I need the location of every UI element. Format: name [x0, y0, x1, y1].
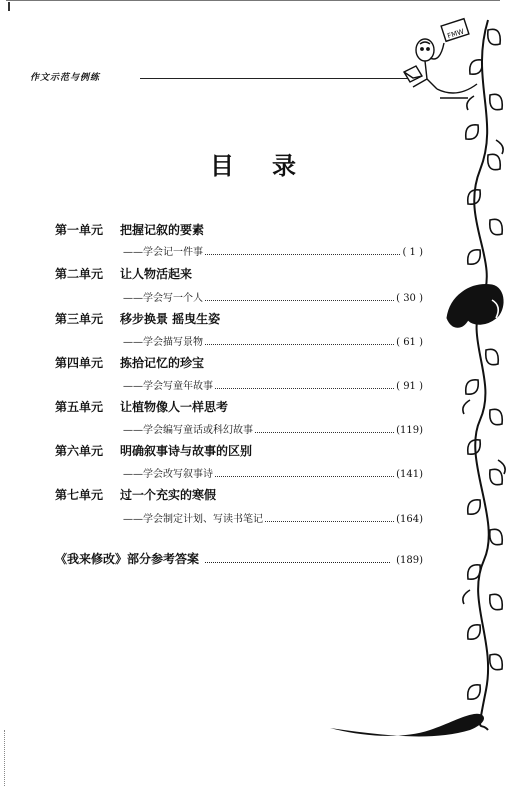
bottom-swoosh-decoration [330, 714, 484, 737]
page-number: (119) [396, 425, 423, 436]
unit-number: 第五单元 [55, 400, 104, 414]
black-blob-decoration [447, 285, 503, 328]
page-number: ( 30 ) [396, 293, 423, 304]
vine-leaves [463, 29, 505, 699]
unit-title: 拣拾记忆的珍宝 [120, 356, 205, 370]
unit-subtitle: ——学会改写叙事诗 [123, 469, 213, 480]
left-edge-mark [4, 730, 6, 786]
unit-subtitle: ——学会记一件事 [123, 247, 203, 258]
unit-subtitle: ——学会编写童话或科幻故事 [123, 425, 253, 436]
page-number: (141) [396, 469, 423, 480]
answers-title: 《我来修改》部分参考答案 [55, 552, 200, 566]
cartoon-figure-icon [404, 19, 477, 98]
unit-number: 第二单元 [55, 267, 104, 281]
sign-text: FMW [446, 27, 466, 41]
page-number: ( 61 ) [396, 337, 423, 348]
unit-title: 移步换景 摇曳生姿 [120, 312, 221, 326]
page-number: ( 1 ) [402, 247, 423, 258]
vine-stem [474, 20, 489, 730]
unit-subtitle: ——学会制定计划、写读书笔记 [123, 514, 263, 525]
unit-number: 第四单元 [55, 356, 104, 370]
unit-title: 把握记叙的要素 [120, 223, 205, 237]
page-number: (164) [396, 514, 423, 525]
unit-number: 第一单元 [55, 223, 104, 237]
page-number: ( 91 ) [396, 381, 423, 392]
unit-title: 明确叙事诗与故事的区别 [120, 444, 253, 458]
unit-subtitle: ——学会描写景物 [123, 337, 203, 348]
running-head-text: 作文示范与例练 [30, 73, 101, 83]
unit-number: 第七单元 [55, 488, 104, 502]
unit-title: 过一个充实的寒假 [120, 488, 217, 502]
unit-title: 让人物活起来 [120, 267, 193, 281]
page-number: (189) [396, 555, 423, 566]
unit-subtitle: ——学会写童年故事 [123, 381, 213, 392]
page-title: 目录 [210, 152, 334, 180]
unit-subtitle: ——学会写一个人 [123, 293, 203, 304]
unit-number: 第六单元 [55, 444, 104, 458]
unit-title: 让植物像人一样思考 [120, 400, 229, 414]
unit-number: 第三单元 [55, 312, 104, 326]
